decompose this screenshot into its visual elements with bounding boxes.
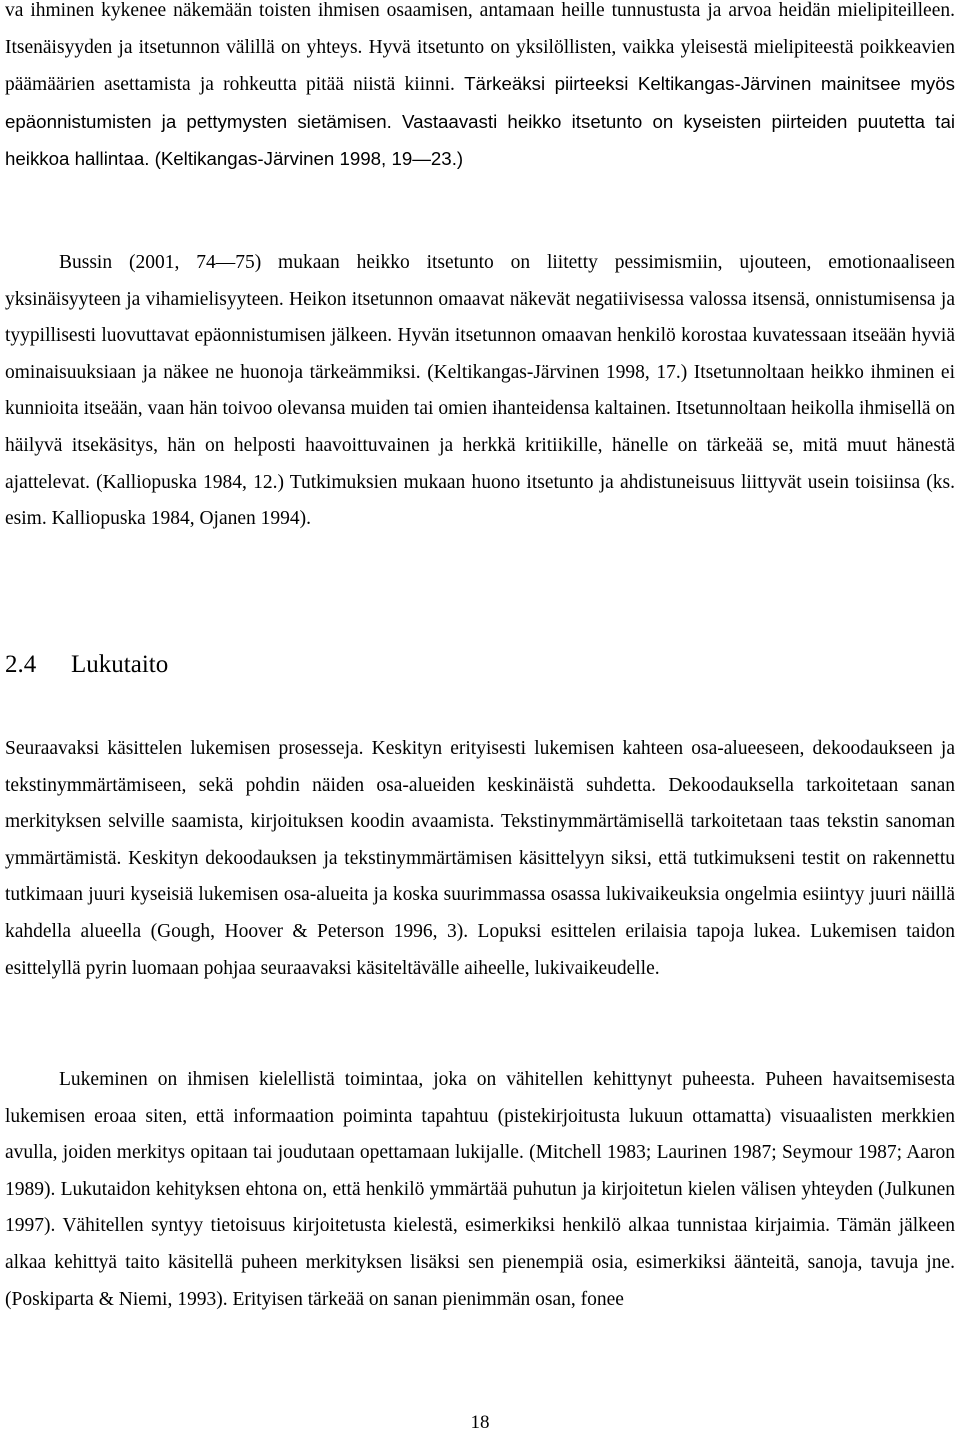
paragraph-1-serif-text: va ihminen kykenee näkemään toisten ihmisen osaamisen, antamaan heille tunnustusta ja arvoa heidän mielipiteilleen. Itsenäisyyden ja itsetunnon välillä on yhteys. Hyvä itsetunto on yksilöllisten, vaikka yleisestä mielipiteestä poikkeavien päämäärien asettamista ja rohkeutta pitää niistä kiinni. [5,0,955,96]
section-title: Lukutaito [71,651,169,678]
paragraph-2-text-b: Heikon itsetunnon omaavat näkevät negatiivisessa valossa itsensä, onnistumisensa ja tyypillisesti luovuttavat epäonnistumisen jälkeen. Hyvän itsetunnon omaavan henkilö korostaa kuvatessaan itseään hyviä ominaisuuksiaan ja näkee ne huonoja tärkeämmiksi. (Keltikangas-Järvinen 1998, 17.) Itsetunnoltaan heikko ihminen ei kunnioita itseään, vaan hän toivoo olevansa muiden tai omien ihanteidensa kaltainen. Itsetunnoltaan heikolla ihmisellä on häilyvä itsekäsitys, hän on helposti haavoittuvainen ja herkkä kritiikille, hänelle on tärkeää se, mitä muut hänestä ajattelevat. (Kalliopuska 1984, 12.) Tutkimuksien mukaan huono itsetunto ja ahdistuneisuus liittyvät usein toisiinsa (ks. esim. Kalliopuska 1984, Ojanen 1994). [5,288,955,530]
paragraph-1-sans-text: Tärkeäksi piirteeksi Keltikangas-Järvinen mainitsee myös epäonnistumisten ja pettymysten sietämisen. Vastaavasti heikko itsetunto on kyseisten piirteiden puutetta tai heikkoa hallintaa. (Keltikangas-Järvinen 1998, 19—23.) [5,73,955,170]
paragraph-reading-processes: Seuraavaksi käsittelen lukemisen prosesseja. Keskityn erityisesti lukemisen kahteen osa-alueeseen, dekoodaukseen ja tekstinymmärtämiseen, sekä pohdin näiden osa-alueiden keskinäistä suhdetta. Dekoodauksella tarkoitetaan sanan merkityksen selville saamista, kirjoituksen koodin avaamista. Tekstinymmärtämisellä tarkoitetaan taas tekstin sanoman ymmärtämistä. Keskityn dekoodauksen ja tekstinymmärtämisen käsittelyyn siksi, että tutkimukseni testit on rakennettu tutkimaan juuri kyseisiä lukemisen osa-alueita ja koska suurimmassa osassa lukivaikeuksia ongelmia esiintyy juuri näillä kahdella alueella (Gough, Hoover & Peterson 1996, 3). Lopuksi esittelen erilaisia tapoja lukea. Lukemisen taidon esittelyllä pyrin luomaan pohjaa seuraavaksi käsiteltävälle aiheelle, lukivaikeudelle. [5,738,955,979]
paragraph-reading-development: Lukeminen on ihmisen kielellistä toimintaa, joka on vähitellen kehittynyt puheesta. Puheen havaitsemisesta lukemisen eroaa siten, että informaation poiminta tapahtuu (pistekirjoitusta lukuun ottamatta) visuaalisten merkkien avulla, joiden merkitys opitaan tai joudutaan opettamaan lukijalle. (Mitchell 1983; Laurinen 1987; Seymour 1987; Aaron 1989). Lukutaidon kehityksen ehtona on, että henkilö ymmärtää puhutun ja kirjoitetun kielen välisen yhteyden (Julkunen 1997). Vähitellen syntyy tietoisuus kirjoitetusta kielestä, esimerkiksi henkilö alkaa tunnistaa kirjaimia. Tämän jälkeen alkaa kehittyä taito käsitellä puheen merkityksen lisäksi sen pienempiä osia, esimerkiksi äänteitä, sanoja, tavuja jne. (Poskiparta & Niemi, 1993). Erityisen tärkeää on sanan pienimmän osan, fonee [5,1069,955,1310]
paragraph-self-esteem-independence [5,0,955,179]
paragraph-low-self-esteem [5,245,955,538]
page-number: 18 [470,1412,490,1433]
section-heading [5,651,168,679]
paragraph-2-text-a: Bussin (2001, 74—75) mukaan heikko itsetunto on liitetty pessimismiin, ujouteen, emotionaaliseen yksinäisyyteen ja vihamielisyyteen. [5,252,955,310]
section-number: 2.4 [5,651,37,678]
